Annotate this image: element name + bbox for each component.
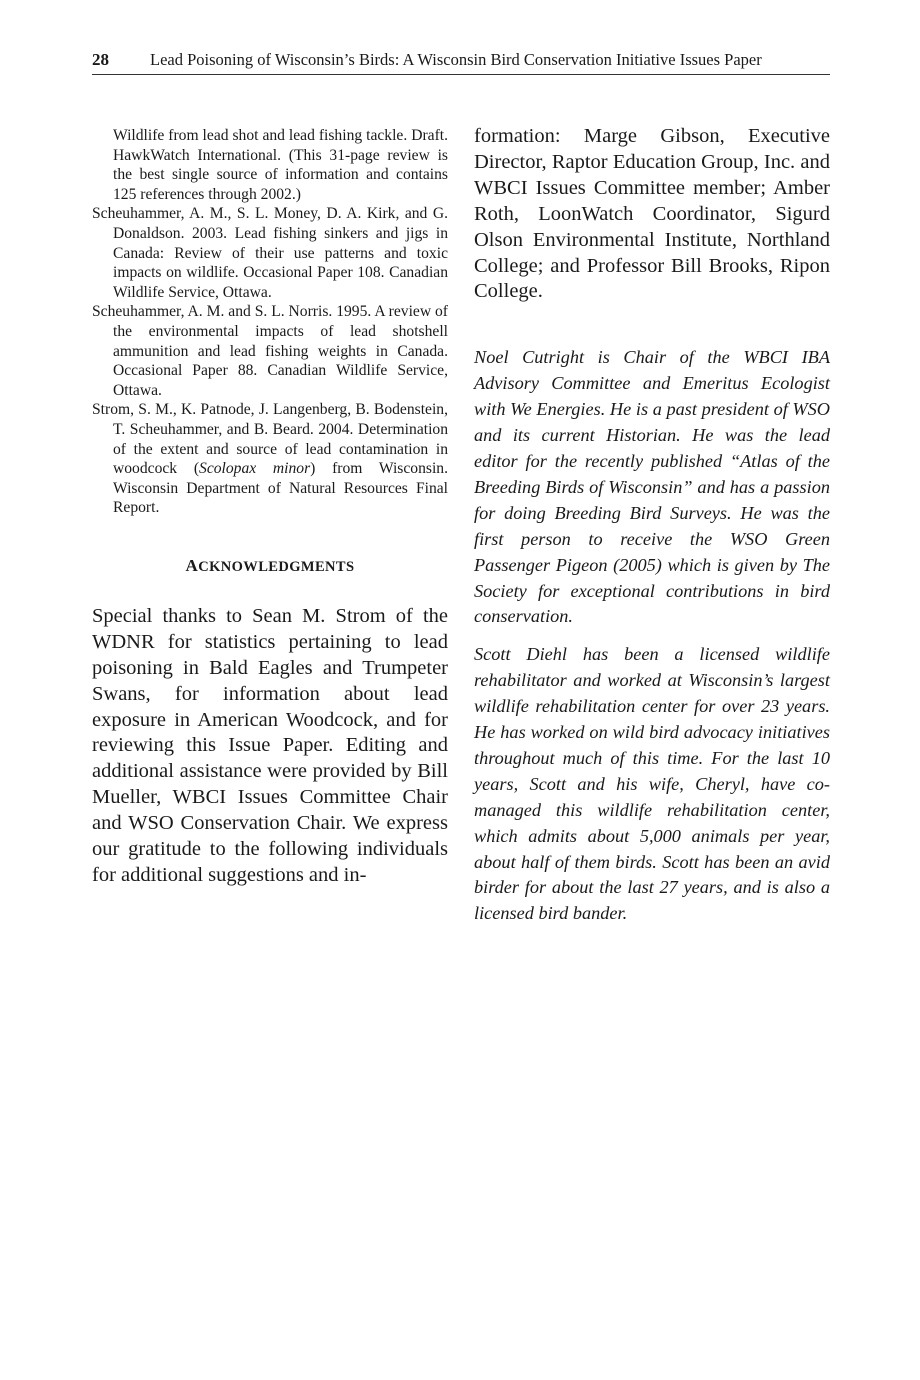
left-column — [92, 126, 448, 889]
species-name: Scolopax minor — [199, 460, 311, 478]
running-header — [92, 46, 830, 75]
right-column — [474, 124, 830, 927]
author-bio-scott-diehl: Scott Diehl has been a licensed wildlife rehabilitator and worked at Wisconsin’s largest wildlife rehabilitation center for over 23 years. He has worked on wild bird advocacy initiatives throughout much of this time. For the last 10 years, Scott and his wife, Cheryl, have co-managed this wildlife rehabilitation center, which admits about 5,000 animals per year, about half of them birds. Scott has been an avid birder for about the last 27 years, and is also a licensed bird bander. — [474, 644, 830, 924]
acknowledgments-text-continued: formation: Marge Gibson, Executive Director, Raptor Education Group, Inc. and WBCI Issues Committee member; Amber Roth, LoonWatch Coordinator, Sigurd Olson Environmental Institute, Northland College; and Professor Bill Brooks, Ripon College. — [474, 125, 830, 303]
running-title: Lead Poisoning of Wisconsin’s Birds: A Wisconsin Bird Conservation Initiative Issues Paper — [150, 50, 762, 69]
reference-text: Strom, S. M., K. Patnode, J. Langenberg, B. Bodenstein, T. Scheuhammer, and B. Beard. 2004. Determination of the extent and source of lead contamination in woodcock ( — [92, 401, 448, 478]
heading-rest: CKNOWLEDGMENTS — [198, 558, 355, 575]
reference-scheuhammer-1995: Scheuhammer, A. M. and S. L. Norris. 1995. A review of the environmental impacts of lead shotshell ammunition and lead fishing weights in Canada. Occasional Paper 88. Canadian Wildlife Service, Ottawa. — [92, 303, 448, 399]
reference-continued: Wildlife from lead shot and lead fishing tackle. Draft. HawkWatch International. (This 31-page review is the best single source of information and contains 125 references through 2002.) — [113, 127, 448, 203]
page-number: 28 — [92, 50, 109, 69]
reference-scheuhammer-2003: Scheuhammer, A. M., S. L. Money, D. A. Kirk, and G. Donaldson. 2003. Lead fishing sinkers and jigs in Canada: Review of their use patterns and toxic impacts on wildlife. Occasional Paper 108. Canadian Wildlife Service, Ottawa. — [92, 205, 448, 301]
author-bio-noel-cutright: Noel Cutright is Chair of the WBCI IBA Advisory Committee and Emeritus Ecologist with We Energies. He is a past president of WSO and its current Historian. He was the lead editor for the recently published “Atlas of the Breeding Birds of Wisconsin” and has a passion for doing Breeding Bird Surveys. He was the first person to receive the WSO Green Passenger Pigeon (2005) which is given by The Society for exceptional contributions in bird conservation. — [474, 347, 830, 627]
heading-initial: A — [185, 555, 199, 575]
acknowledgments-text: Special thanks to Sean M. Strom of the WDNR for statistics pertaining to lead poisoning in Bald Eagles and Trumpeter Swans, for information about lead exposure in American Woodcock, and for reviewing this Issue Paper. Editing and additional assistance were provided by Bill Mueller, WBCI Issues Committee Chair and WSO Conservation Chair. We express our gratitude to the following individuals for additional suggestions and in- — [92, 604, 448, 886]
acknowledgments-heading — [92, 556, 448, 576]
reference-text: ) from Wisconsin. Wisconsin Department of Natural Resources Final Report. — [113, 460, 448, 517]
reference-strom-2004 — [92, 400, 448, 518]
